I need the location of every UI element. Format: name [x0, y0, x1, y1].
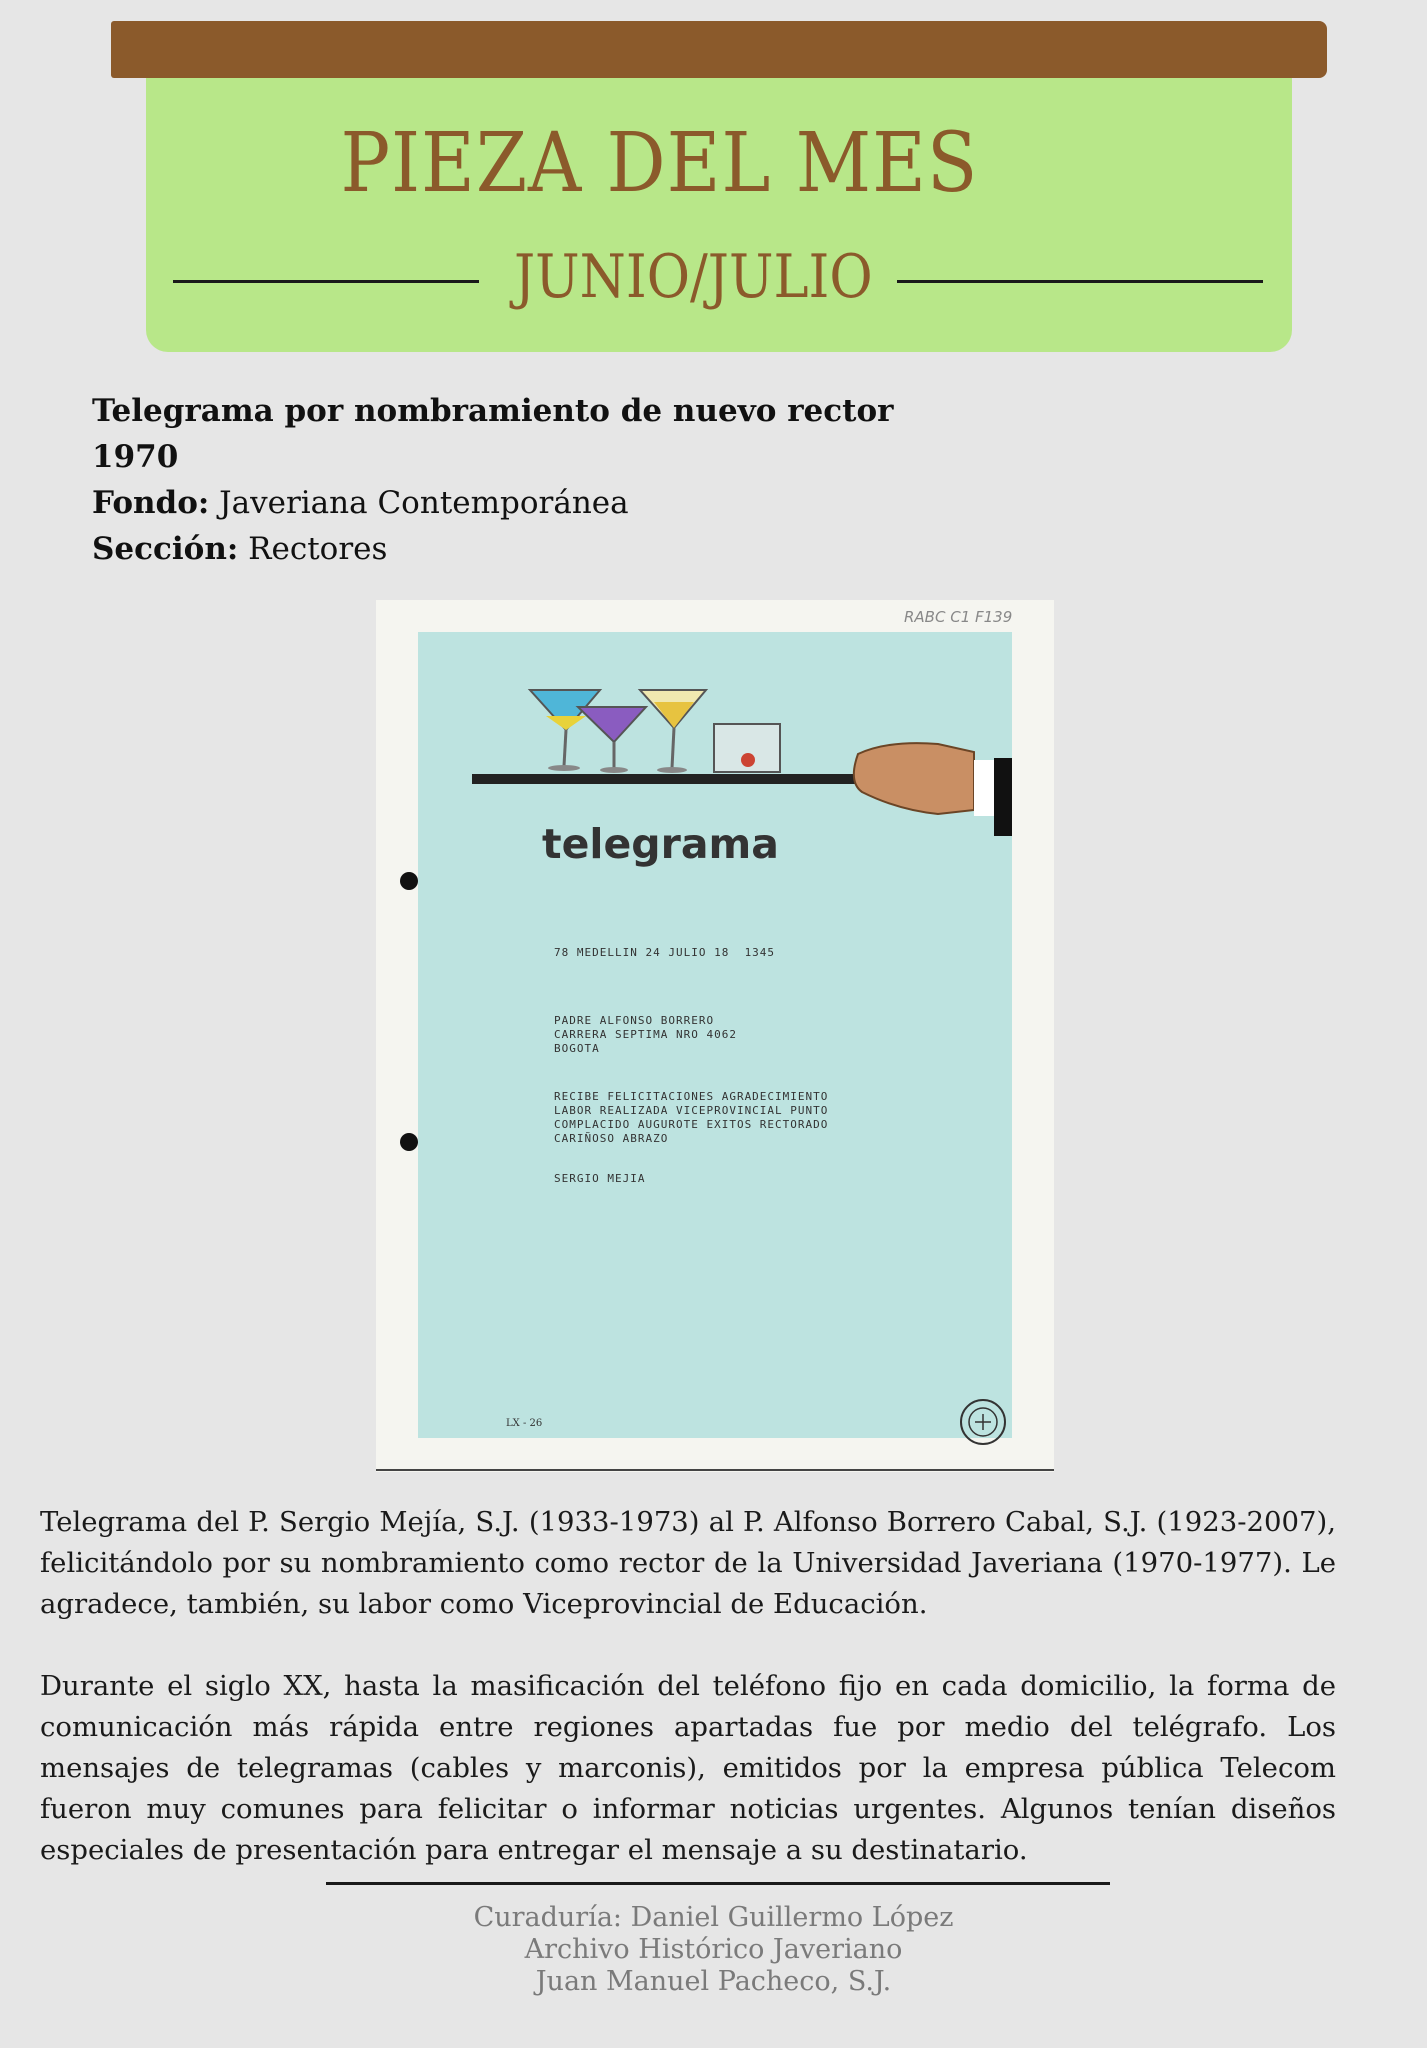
page-subtitle: JUNIO/JULIO: [514, 242, 873, 312]
sleeve: [994, 758, 1012, 836]
credit-collection: Juan Manuel Pacheco, S.J.: [535, 1966, 892, 1997]
telegram-paper: [418, 632, 1012, 1438]
description-paragraph-1: Telegrama del P. Sergio Mejía, S.J. (1933-1973) al P. Alfonso Borrero Cabal, S.J. (1923-2007), felicitándolo por su nombramiento como rector de la Universidad Javeriana (1970-1977). Le agradece, también, su labor como Viceprovincial de Educación.: [40, 1506, 1336, 1620]
piece-heading: Telegrama por nombramiento de nuevo rector: [92, 393, 894, 429]
subtitle-rule-right: [897, 280, 1263, 283]
archive-reference: RABC C1 F139: [904, 608, 1013, 626]
telegram-message: RECIBE FELICITACIONES AGRADECIMIENTO LABOR REALIZADA VICEPROVINCIAL PUNTO COMPLACIDO AUGUROTE EXITOS RECTORADO CARIÑOSO ABRAZO: [554, 1090, 829, 1145]
telegram-address: PADRE ALFONSO BORRERO CARRERA SEPTIMA NRO 4062 BOGOTA: [554, 1014, 737, 1055]
description-paragraph-2: Durante el siglo XX, hasta la masificación del teléfono fijo en cada domicilio, la forma de comunicación más rápida entre regiones apartadas fue por medio del telégrafo. Los mensajes de telegramas (cables y marconis), emitidos por la empresa pública Telecom fueron muy comunes para felicitar o informar noticias urgentes. Algunos tenían diseños especiales de presentación para entregar el mensaje a su destinatario.: [40, 1670, 1336, 1866]
page-title: PIEZA DEL MES: [340, 116, 978, 211]
tumbler-glass-icon: [714, 724, 780, 772]
fondo-label: Fondo:: [92, 485, 210, 521]
fondo-row: [92, 480, 893, 526]
piece-info: [92, 388, 893, 572]
seccion-value: Rectores: [238, 531, 388, 567]
cocktail-glass-icon: [578, 707, 646, 773]
seccion-label: Sección:: [92, 531, 239, 567]
telegram-header-line: 78 MEDELLIN 24 JULIO 18 1345: [554, 946, 776, 959]
subtitle-row: [146, 242, 1292, 322]
telegram-brand: telegrama: [542, 820, 779, 868]
header-box: [146, 78, 1292, 352]
cocktail-glass-icon: [530, 690, 600, 771]
punch-hole: [400, 1133, 418, 1151]
subtitle-rule-left: [173, 280, 479, 283]
seccion-row: [92, 526, 893, 572]
cocktail-glass-icon: [640, 690, 706, 773]
shirt-cuff: [974, 760, 994, 816]
form-code: LX - 26: [506, 1418, 543, 1429]
telegram-signature: SERGIO MEJIA: [554, 1172, 646, 1185]
header-bar: [111, 21, 1327, 78]
footer-rule: [326, 1882, 1110, 1885]
hand-icon: [854, 743, 974, 814]
fondo-value: Javeriana Contemporánea: [209, 485, 629, 521]
seal-icon: [958, 1397, 1008, 1447]
telegram-image: [376, 600, 1054, 1472]
credit-curator: Curaduría: Daniel Guillermo López: [473, 1902, 954, 1933]
piece-year: 1970: [92, 439, 179, 475]
credits: [0, 1902, 1427, 1998]
image-bottom-edge: [376, 1469, 1054, 1471]
punch-hole: [400, 872, 418, 890]
tray: [472, 774, 876, 784]
credit-archive: Archivo Histórico Javeriano: [524, 1934, 903, 1965]
